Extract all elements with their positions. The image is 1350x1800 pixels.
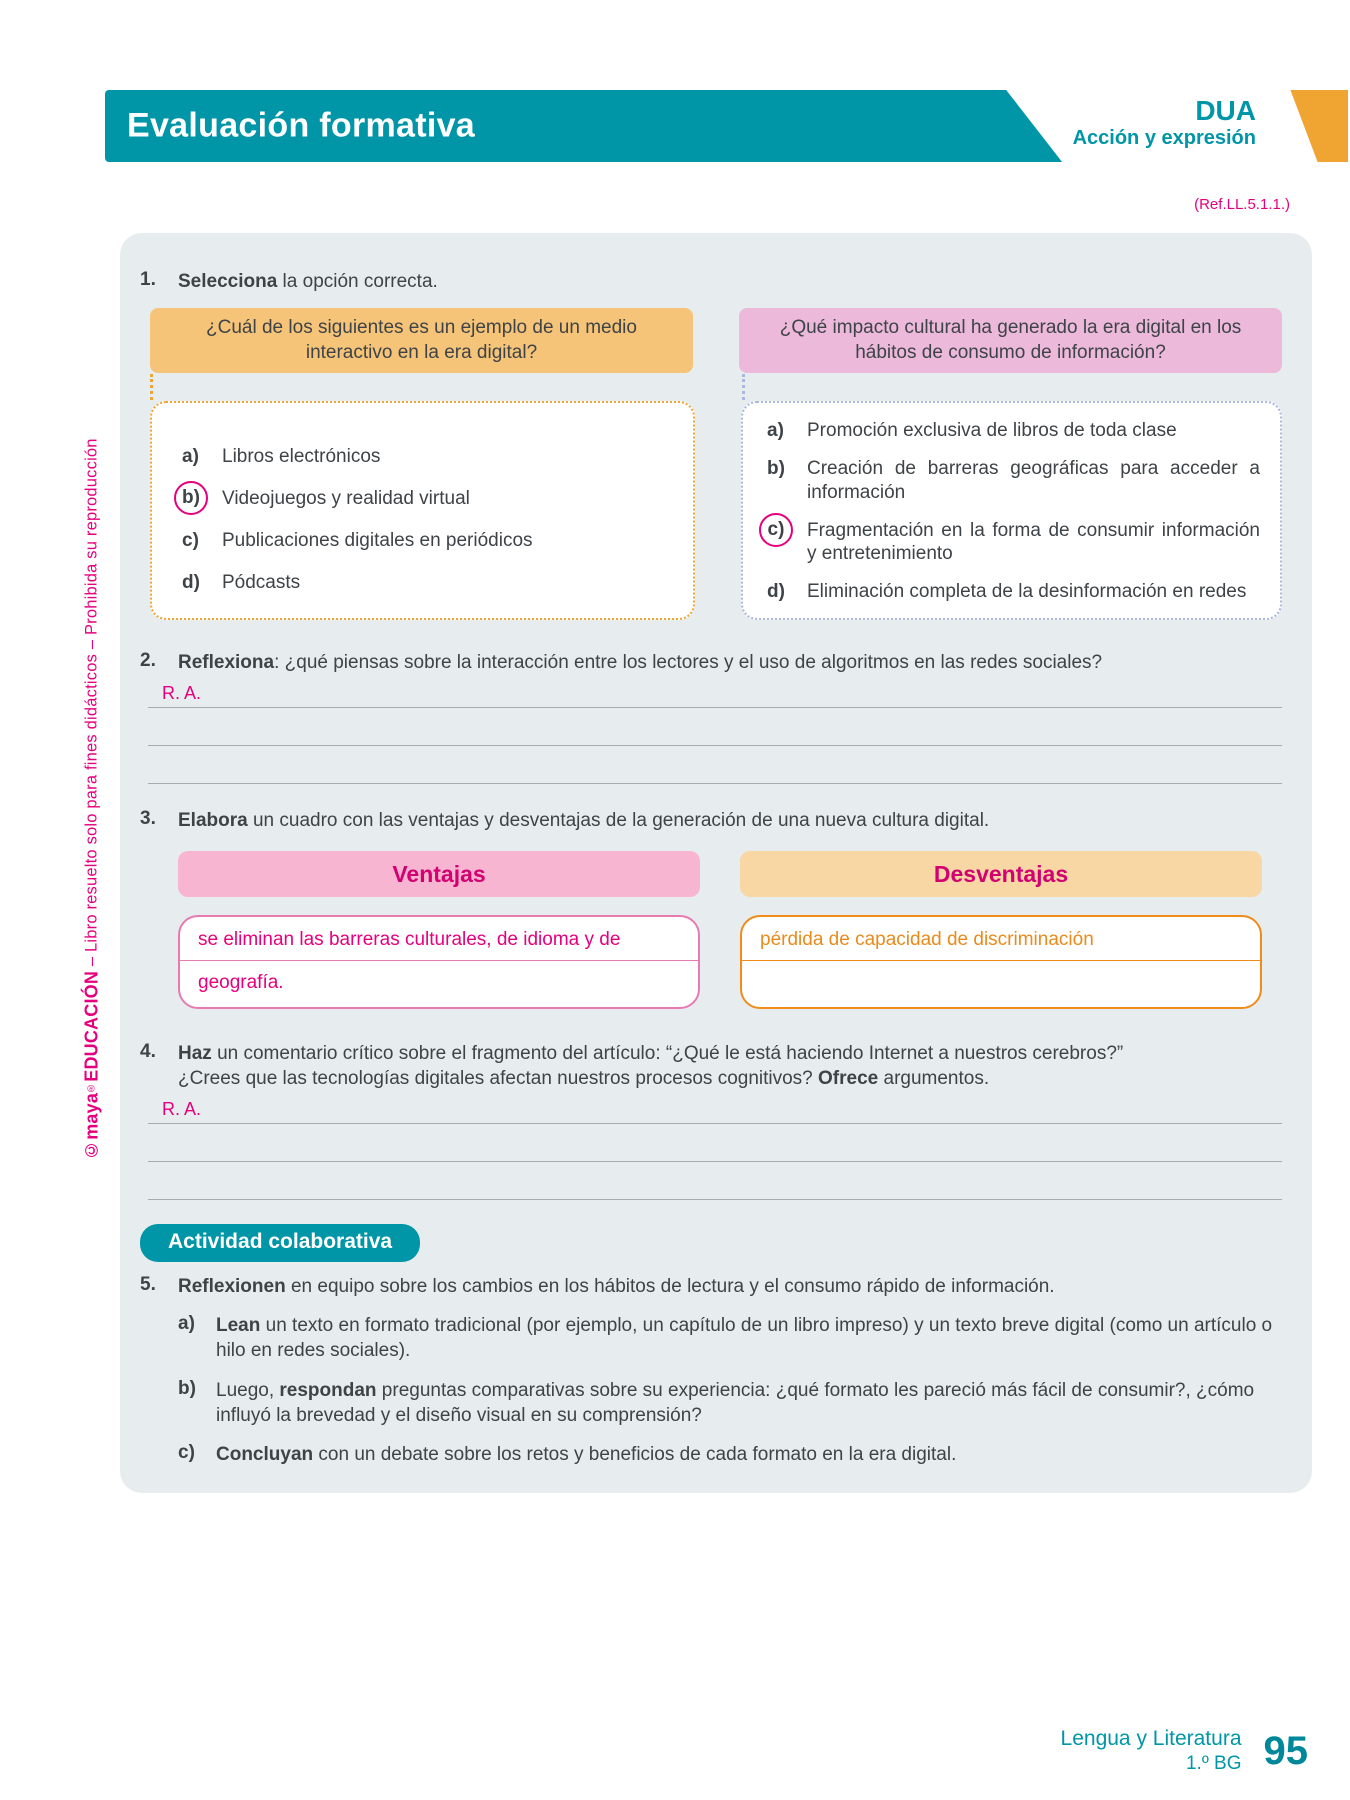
- option-text: Videojuegos y realidad virtual: [222, 488, 470, 510]
- question-1-text: [178, 269, 1282, 294]
- curriculum-reference: (Ref.LL.5.1.1.): [1194, 196, 1290, 213]
- subitem-verb: Concluyan: [216, 1443, 314, 1465]
- option-row[interactable]: [767, 419, 1260, 443]
- question-5-number: 5.: [140, 1274, 156, 1296]
- question-1-left-options: [150, 401, 695, 620]
- ventajas-header: Ventajas: [178, 851, 700, 897]
- question-1-prompts: [150, 308, 1282, 373]
- option-letter: c): [182, 529, 199, 551]
- answer-line[interactable]: [148, 1124, 1282, 1162]
- answer-ra-label: R. A.: [148, 1099, 1282, 1124]
- option-letter: a): [182, 446, 199, 468]
- answer-line[interactable]: [148, 708, 1282, 746]
- question-4-rest-c: argumentos.: [878, 1068, 990, 1090]
- left-dotted-connector: [150, 374, 153, 400]
- question-2-rest: : ¿qué piensas sobre la interacción entre los lectores y el uso de algoritmos en las redes sociales?: [274, 651, 1103, 673]
- question-4-answer-area[interactable]: [148, 1099, 1282, 1200]
- page-footer: [1061, 1726, 1308, 1776]
- pros-cons-headers: [178, 851, 1262, 897]
- desventajas-answer-box[interactable]: [740, 915, 1262, 1009]
- question-3: [140, 808, 1282, 833]
- question-1-right-prompt: ¿Qué impacto cultural ha generado la era digital en los hábitos de consumo de información?: [739, 308, 1282, 373]
- option-letter: b): [767, 458, 785, 480]
- question-5-rest: en equipo sobre los cambios en los hábitos de lectura y el consumo rápido de información.: [285, 1276, 1055, 1298]
- question-2-answer-area[interactable]: [148, 683, 1282, 784]
- copyright-text: – Libro resuelto solo para fines didácticos – Prohibida su reproducción: [82, 438, 101, 971]
- question-1-left-prompt: ¿Cuál de los siguientes es un ejemplo de un medio interactivo en la era digital?: [150, 308, 693, 373]
- question-1-answers: [150, 401, 1282, 620]
- page-title: Evaluación formativa: [127, 106, 476, 145]
- subitem-text: [216, 1313, 1282, 1363]
- subitem-verb: Lean: [216, 1315, 261, 1337]
- subitem-b: [178, 1378, 1282, 1428]
- answer-ra-label: R. A.: [148, 683, 1282, 708]
- option-row[interactable]: [182, 529, 675, 553]
- ventajas-answer-line-2: geografía.: [198, 972, 284, 994]
- prompt-connectors: [140, 373, 1282, 401]
- question-1-right-options: [741, 401, 1282, 620]
- answer-line[interactable]: [148, 1162, 1282, 1200]
- question-4-number: 4.: [140, 1041, 156, 1063]
- subitem-c: [178, 1442, 1282, 1467]
- copyright-sidebar: [78, 430, 106, 1160]
- option-row[interactable]: [767, 519, 1260, 567]
- option-row[interactable]: [182, 445, 675, 469]
- question-3-number: 3.: [140, 808, 156, 830]
- subitem-rest: con un debate sobre los retos y beneficios de cada formato en la era digital.: [313, 1443, 957, 1465]
- worksheet-panel: [120, 233, 1312, 1493]
- brand-copyright: ©: [81, 1139, 102, 1160]
- question-1: [140, 269, 1282, 294]
- question-1-rest: la opción correcta.: [277, 271, 438, 292]
- dua-sublabel: Acción y expresión: [1072, 126, 1256, 149]
- question-1-verb: Selecciona: [178, 271, 278, 292]
- option-row[interactable]: [182, 487, 675, 511]
- subitem-rest: un texto en formato tradicional (por ejemplo, un capítulo de un libro impreso) y un texto breve digital (como un artículo o hilo en redes sociales).: [216, 1315, 1273, 1362]
- header-corner-accent: [1268, 90, 1348, 162]
- question-4-verb-2: Ofrece: [818, 1068, 879, 1090]
- question-4-rest-a: un comentario crítico sobre el fragmento del artículo: “¿Qué le está haciendo Internet a nuestros cerebros?”: [211, 1043, 1124, 1065]
- option-text: Creación de barreras geográficas para acceder a información: [807, 458, 1260, 503]
- brand-suffix: EDUCACIÓN: [81, 970, 102, 1082]
- subitem-text: [216, 1378, 1282, 1428]
- question-3-rest: un cuadro con las ventajas y desventajas de la generación de una nueva cultura digital.: [247, 810, 990, 832]
- question-4: [140, 1041, 1282, 1091]
- subitem-text: [216, 1442, 1282, 1467]
- answer-line[interactable]: [148, 746, 1282, 784]
- option-text: Publicaciones digitales en periódicos: [222, 529, 533, 551]
- option-letter: d): [182, 571, 200, 593]
- option-row[interactable]: [767, 457, 1260, 505]
- question-2: [140, 650, 1282, 675]
- footer-grade: 1.º BG: [1185, 1753, 1242, 1775]
- collaborative-activity-badge: Actividad colaborativa: [140, 1224, 420, 1262]
- question-5-text: [178, 1274, 1282, 1299]
- subitem-letter: c): [178, 1441, 195, 1463]
- dua-label-block: [1073, 96, 1256, 149]
- desventajas-answer-line-2[interactable]: [742, 961, 1260, 1007]
- question-3-verb: Elabora: [178, 810, 248, 832]
- option-text: Fragmentación en la forma de consumir información y entretenimiento: [807, 519, 1260, 565]
- subitem-verb: respondan: [279, 1379, 377, 1401]
- registered-mark-icon: ®: [85, 1081, 97, 1093]
- desventajas-answer-line-1: pérdida de capacidad de discriminación: [742, 917, 1260, 961]
- subitem-rest: preguntas comparativas sobre su experiencia: ¿qué formato les pareció más fácil de consumir?, ¿cómo influyó la brevedad y el diseño visual en su comprensión?: [216, 1379, 1255, 1426]
- selected-answer-circle: c): [759, 513, 793, 547]
- page-number: 95: [1263, 1728, 1308, 1773]
- question-5-verb: Reflexionen: [178, 1276, 286, 1298]
- option-row[interactable]: [767, 580, 1260, 604]
- footer-subject-block: [1061, 1726, 1242, 1776]
- option-text: Pódcasts: [222, 571, 301, 593]
- question-1-number: 1.: [140, 269, 156, 290]
- question-4-rest-b: ¿Crees que las tecnologías digitales afectan nuestros procesos cognitivos?: [178, 1068, 819, 1090]
- question-3-text: [178, 808, 1282, 833]
- option-letter: d): [767, 581, 785, 603]
- option-letter: a): [767, 420, 784, 442]
- ventajas-answer-line-1: se eliminan las barreras culturales, de idioma y de: [180, 917, 698, 961]
- option-row[interactable]: [182, 571, 675, 595]
- question-4-verb: Haz: [178, 1043, 212, 1065]
- ventajas-answer-box[interactable]: [178, 915, 700, 1009]
- desventajas-header: Desventajas: [740, 851, 1262, 897]
- subitem-a: [178, 1313, 1282, 1363]
- question-2-text: [178, 650, 1282, 675]
- question-2-verb: Reflexiona: [178, 651, 275, 673]
- footer-subject: Lengua y Literatura: [1060, 1727, 1242, 1750]
- subitem-letter: b): [178, 1377, 196, 1399]
- option-text: Eliminación completa de la desinformación en redes: [807, 581, 1247, 603]
- brand-logo: maya: [81, 1092, 102, 1140]
- subitem-pre: Luego,: [216, 1379, 280, 1401]
- question-4-text: [178, 1041, 1282, 1091]
- option-text: Promoción exclusiva de libros de toda clase: [807, 420, 1177, 442]
- option-text: Libros electrónicos: [222, 446, 381, 468]
- question-2-number: 2.: [140, 649, 156, 671]
- question-5: [140, 1274, 1282, 1299]
- pros-cons-boxes: [178, 915, 1262, 1009]
- dua-label: DUA: [1195, 95, 1256, 126]
- page-header: [105, 90, 1348, 162]
- selected-answer-circle: b): [174, 481, 208, 515]
- right-dotted-connector: [742, 374, 745, 400]
- subitem-letter: a): [178, 1313, 195, 1335]
